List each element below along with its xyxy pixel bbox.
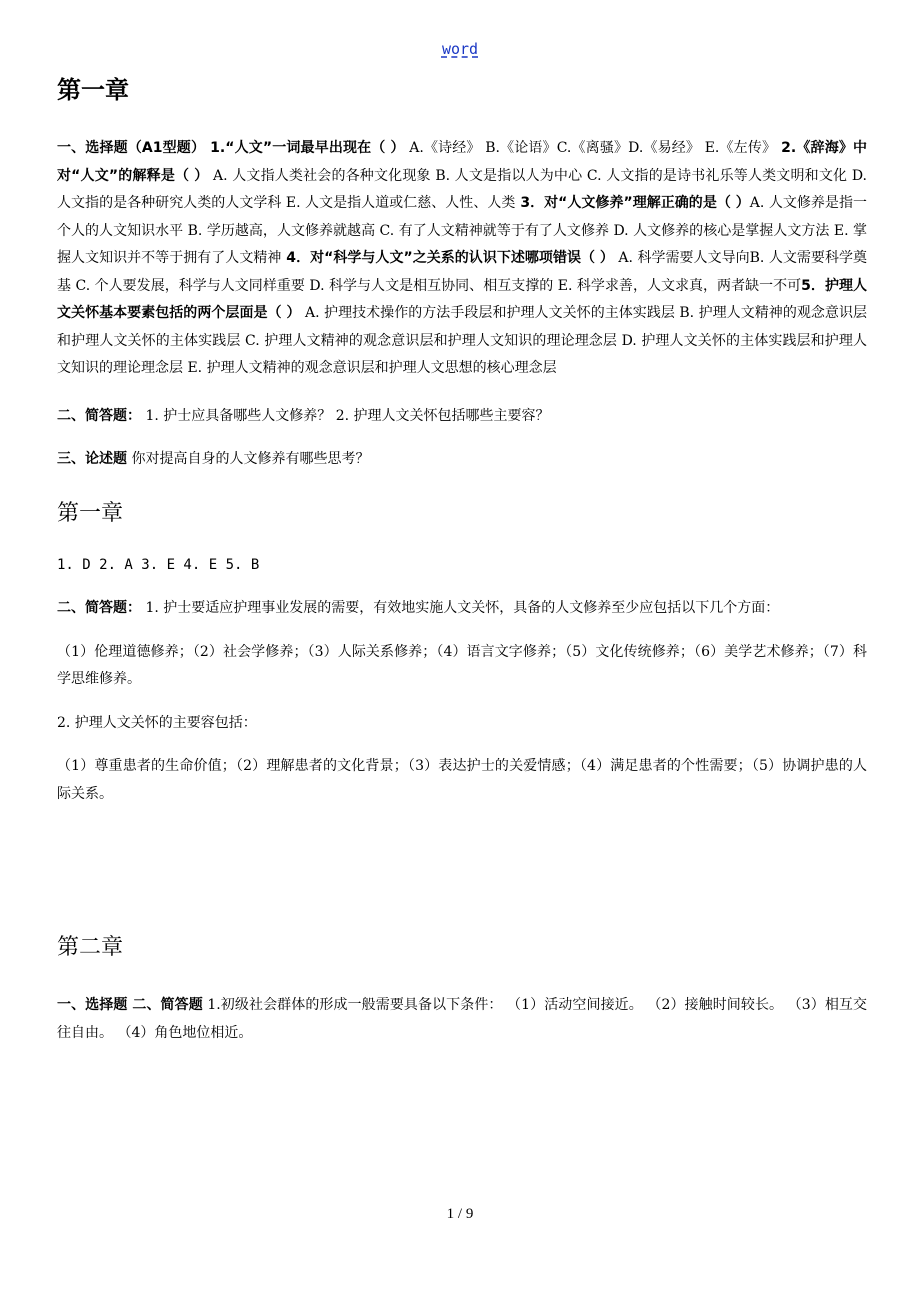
mc-answers: 1. D 2. A 3. E 4. E 5. B	[57, 556, 260, 573]
q1-options: A.《诗经》 B.《论语》C.《离骚》D.《易经》 E.《左传》	[404, 140, 777, 156]
page-footer	[0, 1206, 920, 1223]
q3-stem: 3．对“人文修养”理解正确的是（ ）	[515, 195, 750, 211]
multiple-choice-questions	[57, 135, 867, 383]
essay-label: 三、论述题	[57, 451, 127, 467]
q5-stem: 5．护理人文关怀基本要素包括的两个层面是（ ）	[57, 277, 867, 321]
answer-2-items: （1）尊重患者的生命价值；（2）理解患者的文化背景；（3）表达护士的关爱情感；（4）满足患者的个性需要；（5）协调护患的人际关系。	[57, 758, 867, 802]
page-header	[0, 40, 920, 58]
document-body	[57, 70, 867, 1047]
answer-1-text: 1. 护士要适应护理事业发展的需要，有效地实施人文关怀，具备的人文修养至少应包括以下几个方面：	[141, 600, 780, 616]
answers-chapter-1-title: 第一章	[57, 500, 124, 526]
chapter-2-text: 1.初级社会群体的形成一般需要具备以下条件： （1）活动空间接近。 （2）接触时间较长。 （3）相互交往自由。 （4）角色地位相近。	[57, 997, 867, 1041]
short-answer-questions	[57, 403, 867, 431]
header-title: word	[441, 40, 479, 58]
short-answer-text: 1. 护士应具备哪些人文修养？ 2. 护理人文关怀包括哪些主要容？	[141, 407, 550, 424]
q1-stem: 1.“人文”一词最早出现在（ ）	[205, 140, 405, 156]
page-number: 1 / 9	[446, 1206, 474, 1222]
q2-stem: 2.《辞海》中对“人文”的解释是（ ）	[57, 140, 867, 184]
short-answer-label: 二、简答题：	[57, 407, 141, 424]
q4-stem: 4．对“科学与人文”之关系的认识下述哪项错误（ ）	[281, 250, 614, 266]
answer-1-items: （1）伦理道德修养；（2）社会学修养；（3）人际关系修养；（4）语言文字修养；（5）文化传统修养；（6）美学艺术修养；（7）科学思维修养。	[57, 643, 867, 687]
essay-question	[57, 446, 867, 474]
chapter-2-content	[57, 992, 867, 1047]
chapter-1-title: 第一章	[57, 76, 129, 104]
q4-options: A. 科学需要人文导向B. 人文需要科学奠基 C. 个人要发展，科学与人文同样重要 D. 科学与人文是相互协同、相互支撑的 E. 科学求善，人文求真，两者缺一不可	[57, 250, 868, 294]
answer-2-text: 2. 护理人文关怀的主要容包括：	[57, 714, 257, 731]
q5-options: A. 护理技术操作的方法手段层和护理人文关怀的主体实践层 B. 护理人文精神的观念意识层和护理人文关怀的主体实践层 C. 护理人文精神的观念意识层和护理人文知识的理论理念层 D. 护理人文关怀的主体实践层和护理人文知识的理论理念层 E. 护理人文精神的观念意识层和护理人文思想的核心理念层	[57, 305, 867, 376]
q2-options: A. 人文指人类社会的各种文化现象 B. 人文是指以人为中心 C. 人文指的是诗书礼乐等人类文明和文化 D. 人文指的是各种研究人类的人文学科 E. 人文是指人道或仁慈、人性、人类	[57, 167, 867, 211]
chapter-2-title: 第二章	[57, 935, 124, 960]
short-answer-1	[57, 595, 867, 623]
answers-short-label: 二、简答题：	[57, 600, 141, 616]
q3-options: A. 人文修养是指一个人的人文知识水平 B. 学历越高，人文修养就越高 C. 有了人文精神就等于有了人文修养 D. 人文修养的核心是掌握人文方法 E. 掌握人文知识并不等于拥有了人文精神	[57, 195, 867, 266]
essay-text: 你对提高自身的人文修养有哪些思考？	[127, 451, 370, 467]
chapter-2-section-label: 一、选择题 二、简答题	[57, 997, 203, 1013]
mc-section-label: 一、选择题（A1型题）	[57, 140, 206, 156]
